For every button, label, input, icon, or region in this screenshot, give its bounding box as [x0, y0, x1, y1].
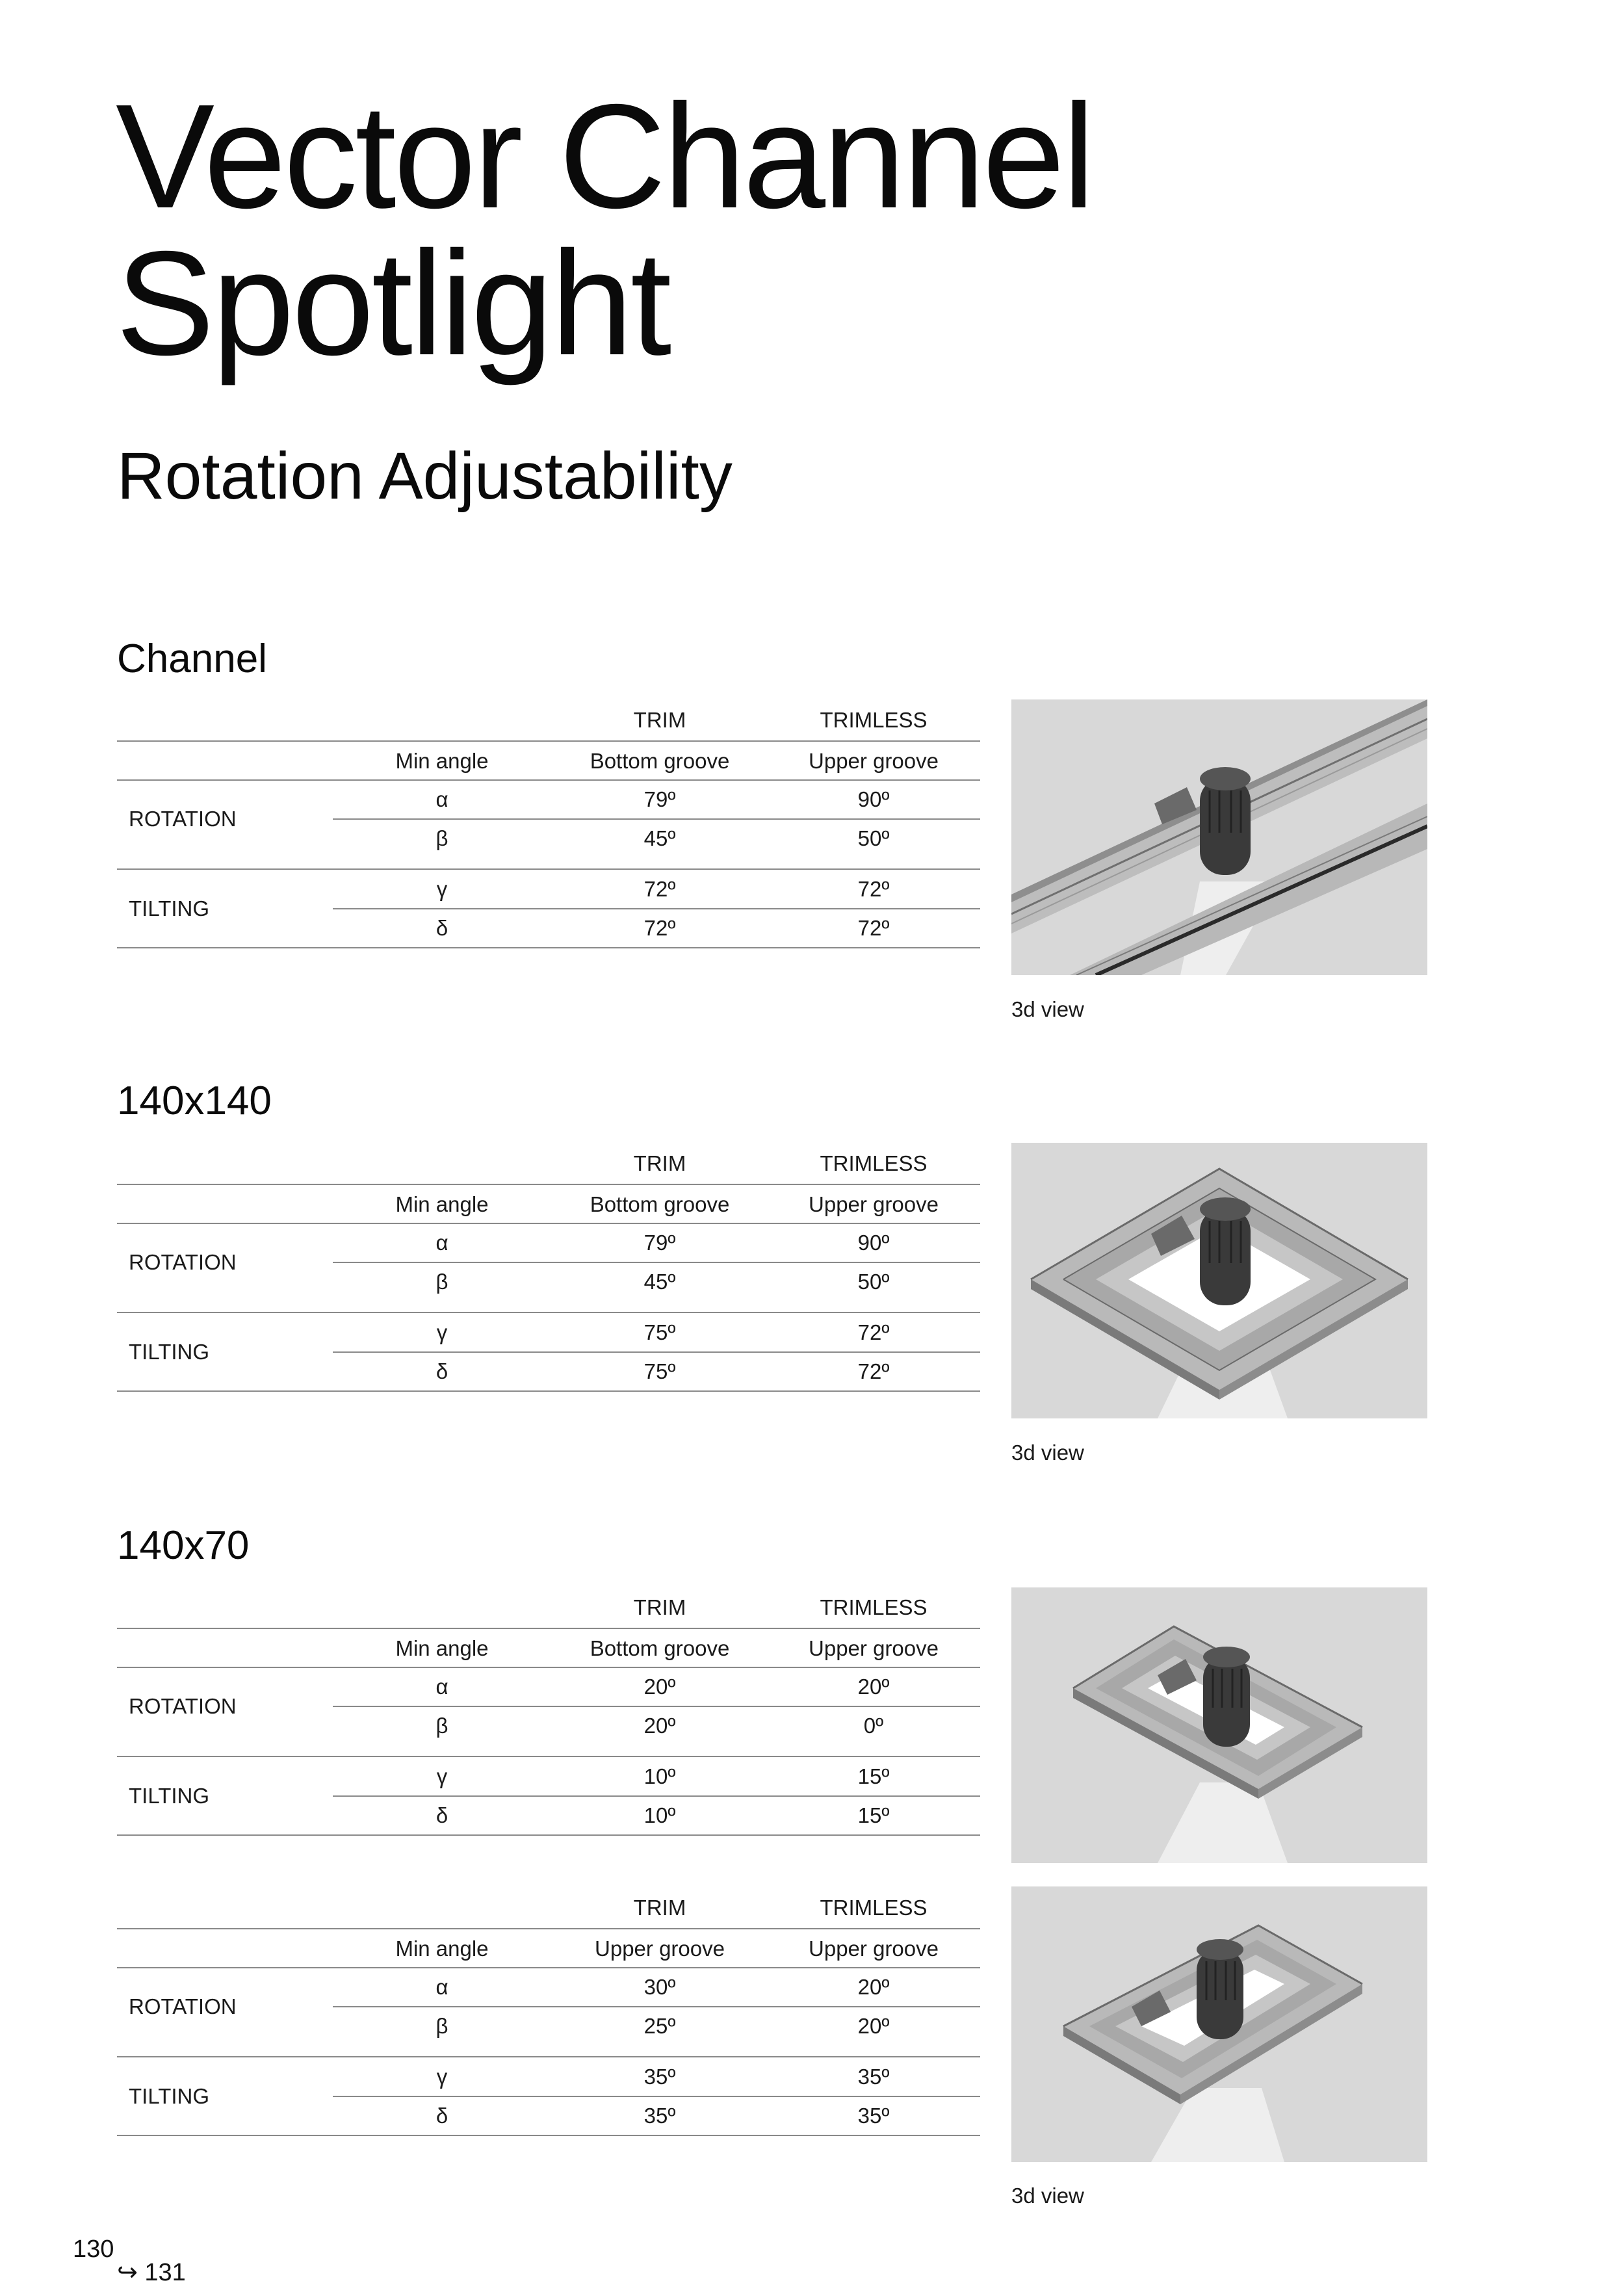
header-trim: TRIM	[633, 1896, 686, 1920]
alpha-trim: 79º	[643, 1231, 676, 1255]
alpha-row	[117, 1667, 980, 1706]
header-row	[117, 1888, 980, 1927]
alpha-symbol: α	[435, 1975, 448, 1999]
groove-trim: Upper groove	[595, 1937, 725, 1961]
page-number-next[interactable]	[117, 2258, 186, 2287]
gamma-symbol: γ	[436, 2065, 448, 2089]
gamma-trimless: 72º	[857, 877, 890, 901]
header-row	[117, 1588, 980, 1627]
header-trim: TRIM	[633, 708, 686, 732]
caption-3d-view: 3d view	[1011, 2184, 1084, 2208]
beta-row	[117, 1706, 980, 1745]
groove-row	[117, 1185, 980, 1224]
alpha-symbol: α	[435, 1231, 448, 1255]
groove-row	[117, 1929, 980, 1968]
groove-trim: Bottom groove	[590, 1192, 730, 1216]
product-render-channel	[1011, 699, 1427, 975]
header-trimless: TRIMLESS	[820, 708, 928, 732]
beta-symbol: β	[435, 826, 448, 850]
rotation-label: ROTATION	[129, 807, 237, 831]
beta-symbol: β	[435, 1714, 448, 1738]
product-render-140x70-b	[1011, 1886, 1427, 2162]
header-trim: TRIM	[633, 1151, 686, 1175]
tilting-label: TILTING	[129, 1340, 210, 1364]
delta-trimless: 72º	[857, 1359, 890, 1383]
beta-trim: 45º	[643, 1270, 676, 1294]
min-angle-label: Min angle	[395, 1937, 489, 1961]
alpha-symbol: α	[435, 1675, 448, 1699]
page-title-line-2: Spotlight	[116, 221, 669, 386]
gamma-trim: 35º	[643, 2065, 676, 2089]
min-angle-label: Min angle	[395, 1636, 489, 1660]
divider	[117, 1390, 980, 1392]
spec-table-140x70-bottom-groove	[117, 1588, 980, 1827]
gamma-row	[117, 870, 980, 909]
next-page-arrow-icon: ↪	[117, 2259, 138, 2286]
groove-trimless: Upper groove	[809, 749, 939, 773]
delta-trim: 75º	[643, 1359, 676, 1383]
spec-table-channel	[117, 701, 980, 940]
header-trimless: TRIMLESS	[820, 1595, 928, 1619]
alpha-trim: 79º	[643, 787, 676, 811]
alpha-trimless: 90º	[857, 787, 890, 811]
gamma-row	[117, 1313, 980, 1352]
gamma-trim: 72º	[643, 877, 676, 901]
min-angle-label: Min angle	[395, 1192, 489, 1216]
alpha-trimless: 20º	[857, 1975, 890, 1999]
beta-symbol: β	[435, 1270, 448, 1294]
tilting-label: TILTING	[129, 2084, 210, 2108]
beta-row	[117, 1262, 980, 1301]
alpha-trimless: 90º	[857, 1231, 890, 1255]
delta-trim: 35º	[643, 2104, 676, 2128]
gamma-symbol: γ	[436, 1320, 448, 1344]
header-row	[117, 701, 980, 740]
gamma-row	[117, 2057, 980, 2096]
groove-trimless: Upper groove	[809, 1636, 939, 1660]
groove-trim: Bottom groove	[590, 749, 730, 773]
alpha-trim: 30º	[643, 1975, 676, 1999]
page-title-line-1: Vector Channel	[116, 74, 1093, 239]
delta-trim: 10º	[643, 1803, 676, 1827]
beta-trimless: 50º	[857, 1270, 890, 1294]
gamma-trim: 75º	[643, 1320, 676, 1344]
beta-trim: 25º	[643, 2014, 676, 2038]
header-trim: TRIM	[633, 1595, 686, 1619]
beta-symbol: β	[435, 2014, 448, 2038]
beta-trim: 20º	[643, 1714, 676, 1738]
alpha-symbol: α	[435, 787, 448, 811]
gamma-trim: 10º	[643, 1764, 676, 1788]
beta-trimless: 0º	[863, 1714, 884, 1738]
header-row	[117, 1144, 980, 1183]
beta-row	[117, 2007, 980, 2046]
product-render-140x70-a	[1011, 1587, 1427, 1863]
header-trimless: TRIMLESS	[820, 1896, 928, 1920]
caption-3d-view: 3d view	[1011, 1441, 1084, 1465]
groove-row	[117, 742, 980, 781]
tilting-label: TILTING	[129, 1784, 210, 1808]
groove-trimless: Upper groove	[809, 1192, 939, 1216]
section-title-channel: Channel	[117, 636, 267, 681]
gamma-trimless: 35º	[857, 2065, 890, 2089]
page-subtitle: Rotation Adjustability	[117, 439, 733, 513]
header-trimless: TRIMLESS	[820, 1151, 928, 1175]
alpha-row	[117, 1968, 980, 2007]
alpha-trimless: 20º	[857, 1675, 890, 1699]
spec-table-140x70-upper-groove	[117, 1888, 980, 2128]
rotation-label: ROTATION	[129, 1250, 237, 1274]
delta-trimless: 35º	[857, 2104, 890, 2128]
alpha-trim: 20º	[643, 1675, 676, 1699]
tilting-label: TILTING	[129, 896, 210, 920]
rotation-label: ROTATION	[129, 1994, 237, 2018]
divider	[117, 1834, 980, 1836]
delta-symbol: δ	[435, 2104, 448, 2128]
delta-symbol: δ	[435, 916, 448, 940]
groove-row	[117, 1629, 980, 1668]
page-number-current: 130	[73, 2236, 114, 2263]
beta-trimless: 50º	[857, 826, 890, 850]
section-title-140x140: 140x140	[117, 1078, 272, 1123]
caption-3d-view: 3d view	[1011, 997, 1084, 1021]
beta-row	[117, 819, 980, 858]
page-number-next-label: 131	[144, 2259, 186, 2286]
delta-trimless: 72º	[857, 916, 890, 940]
rotation-label: ROTATION	[129, 1694, 237, 1718]
delta-symbol: δ	[435, 1803, 448, 1827]
groove-trim: Bottom groove	[590, 1636, 730, 1660]
delta-row	[117, 909, 980, 948]
spec-table-140x140	[117, 1144, 980, 1383]
page-title	[116, 74, 1093, 386]
product-render-140x140	[1011, 1143, 1427, 1418]
divider	[117, 947, 980, 948]
delta-trimless: 15º	[857, 1803, 890, 1827]
gamma-row	[117, 1757, 980, 1796]
alpha-row	[117, 780, 980, 819]
min-angle-label: Min angle	[395, 749, 489, 773]
beta-trim: 45º	[643, 826, 676, 850]
divider	[117, 2135, 980, 2136]
delta-row	[117, 1796, 980, 1835]
delta-symbol: δ	[435, 1359, 448, 1383]
delta-row	[117, 2096, 980, 2135]
gamma-symbol: γ	[436, 1764, 448, 1788]
gamma-trimless: 72º	[857, 1320, 890, 1344]
section-title-140x70: 140x70	[117, 1523, 250, 1568]
gamma-symbol: γ	[436, 877, 448, 901]
delta-row	[117, 1352, 980, 1391]
alpha-row	[117, 1223, 980, 1262]
beta-trimless: 20º	[857, 2014, 890, 2038]
gamma-trimless: 15º	[857, 1764, 890, 1788]
delta-trim: 72º	[643, 916, 676, 940]
groove-trimless: Upper groove	[809, 1937, 939, 1961]
